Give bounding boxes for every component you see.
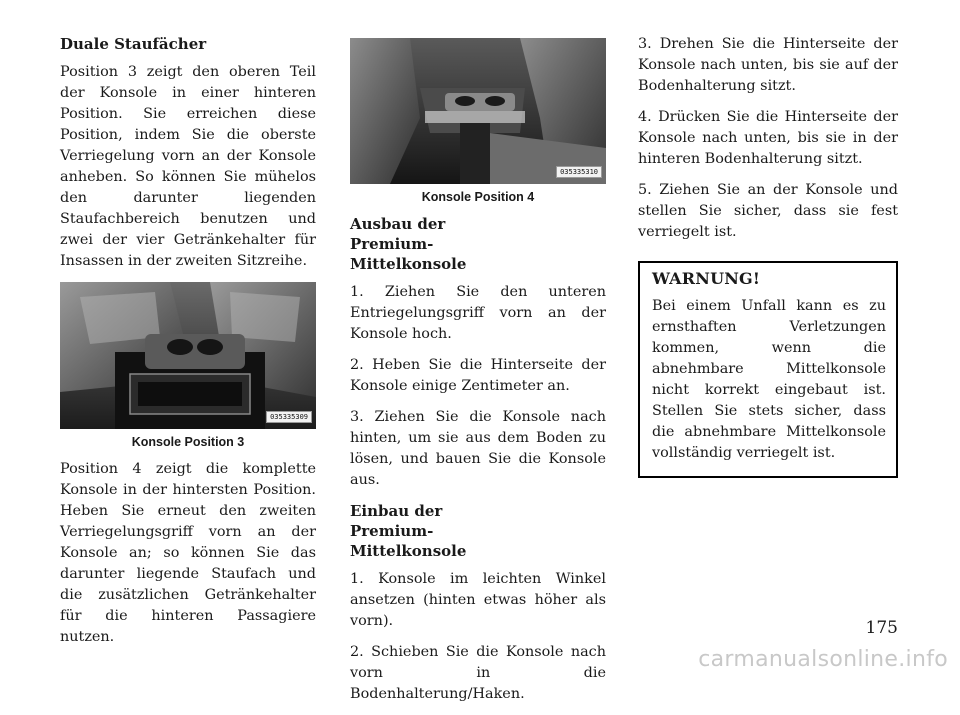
- section-heading-dual-storage: Duale Staufächer: [60, 35, 207, 53]
- install-step-3: 3. Drehen Sie die Hinterseite der Konsole nach unten, bis sie auf der Bodenhalterung sitzt.: [638, 36, 898, 94]
- page-number: 175: [865, 618, 898, 638]
- watermark-text: carmanualsonline.info: [698, 647, 948, 672]
- figure-code-label: 035335310: [556, 166, 602, 178]
- column-middle: [350, 38, 606, 715]
- warning-title: WARNUNG!: [652, 269, 761, 288]
- console-photo-position-3: [60, 282, 316, 429]
- paragraph-position-3: Position 3 zeigt den oberen Teil der Konsole in einer hinteren Position. Sie erreichen diese Position, indem Sie die oberste Verriegelung vorn an der Konsole anheben. So können Sie mühelos den darunter liegenden Staufachbereich benutzen und zwei der vier Getränkehalter für Insassen in der zweiten Sitzreihe.: [60, 64, 316, 269]
- install-step-5: 5. Ziehen Sie an der Konsole und stellen Sie sicher, dass sie fest verriegelt ist.: [638, 182, 898, 240]
- column-left: [60, 34, 316, 658]
- install-step-1: 1. Konsole im leichten Winkel ansetzen (hinten etwas höher als vorn).: [350, 571, 606, 629]
- column-right: [638, 34, 898, 478]
- figure-caption-position-4: Konsole Position 4: [421, 190, 535, 204]
- section-heading-removal: Ausbau der Premium-Mittelkonsole: [350, 215, 467, 273]
- removal-step-2: 2. Heben Sie die Hinterseite der Konsole einige Zentimeter an.: [350, 357, 606, 394]
- install-step-4: 4. Drücken Sie die Hinterseite der Konsole nach unten, bis sie in der hinteren Bodenhalterung sitzt.: [638, 109, 898, 167]
- section-heading-install: Einbau der Premium-Mittelkonsole: [350, 502, 467, 560]
- figure-console-position-4: [350, 38, 606, 184]
- removal-step-3: 3. Ziehen Sie die Konsole nach hinten, um sie aus dem Boden zu lösen, und bauen Sie die Konsole aus.: [350, 409, 606, 488]
- figure-console-position-3: [60, 282, 316, 429]
- figure-caption-position-3: Konsole Position 3: [131, 435, 245, 449]
- install-step-2: 2. Schieben Sie die Konsole nach vorn in die Bodenhalterung/Haken.: [350, 644, 606, 702]
- warning-text: Bei einem Unfall kann es zu ernsthaften Verletzungen kommen, wenn die abnehmbare Mittelkonsole nicht korrekt eingebaut ist. Stellen Sie stets sicher, dass die abnehmbare Mittelkonsole vollständig verriegelt ist.: [652, 298, 886, 461]
- console-photo-position-4: [350, 38, 606, 184]
- removal-step-1: 1. Ziehen Sie den unteren Entriegelungsgriff vorn an der Konsole hoch.: [350, 284, 606, 342]
- figure-code-label: 035335309: [266, 411, 312, 423]
- paragraph-position-4: Position 4 zeigt die komplette Konsole in der hintersten Position. Heben Sie erneut den zweiten Verriegelungsgriff vorn an der Konsole an; so können Sie das darunter liegende Staufach und die zusätzlichen Getränkehalter für die hinteren Passagiere nutzen.: [60, 461, 316, 645]
- warning-box: [638, 261, 898, 478]
